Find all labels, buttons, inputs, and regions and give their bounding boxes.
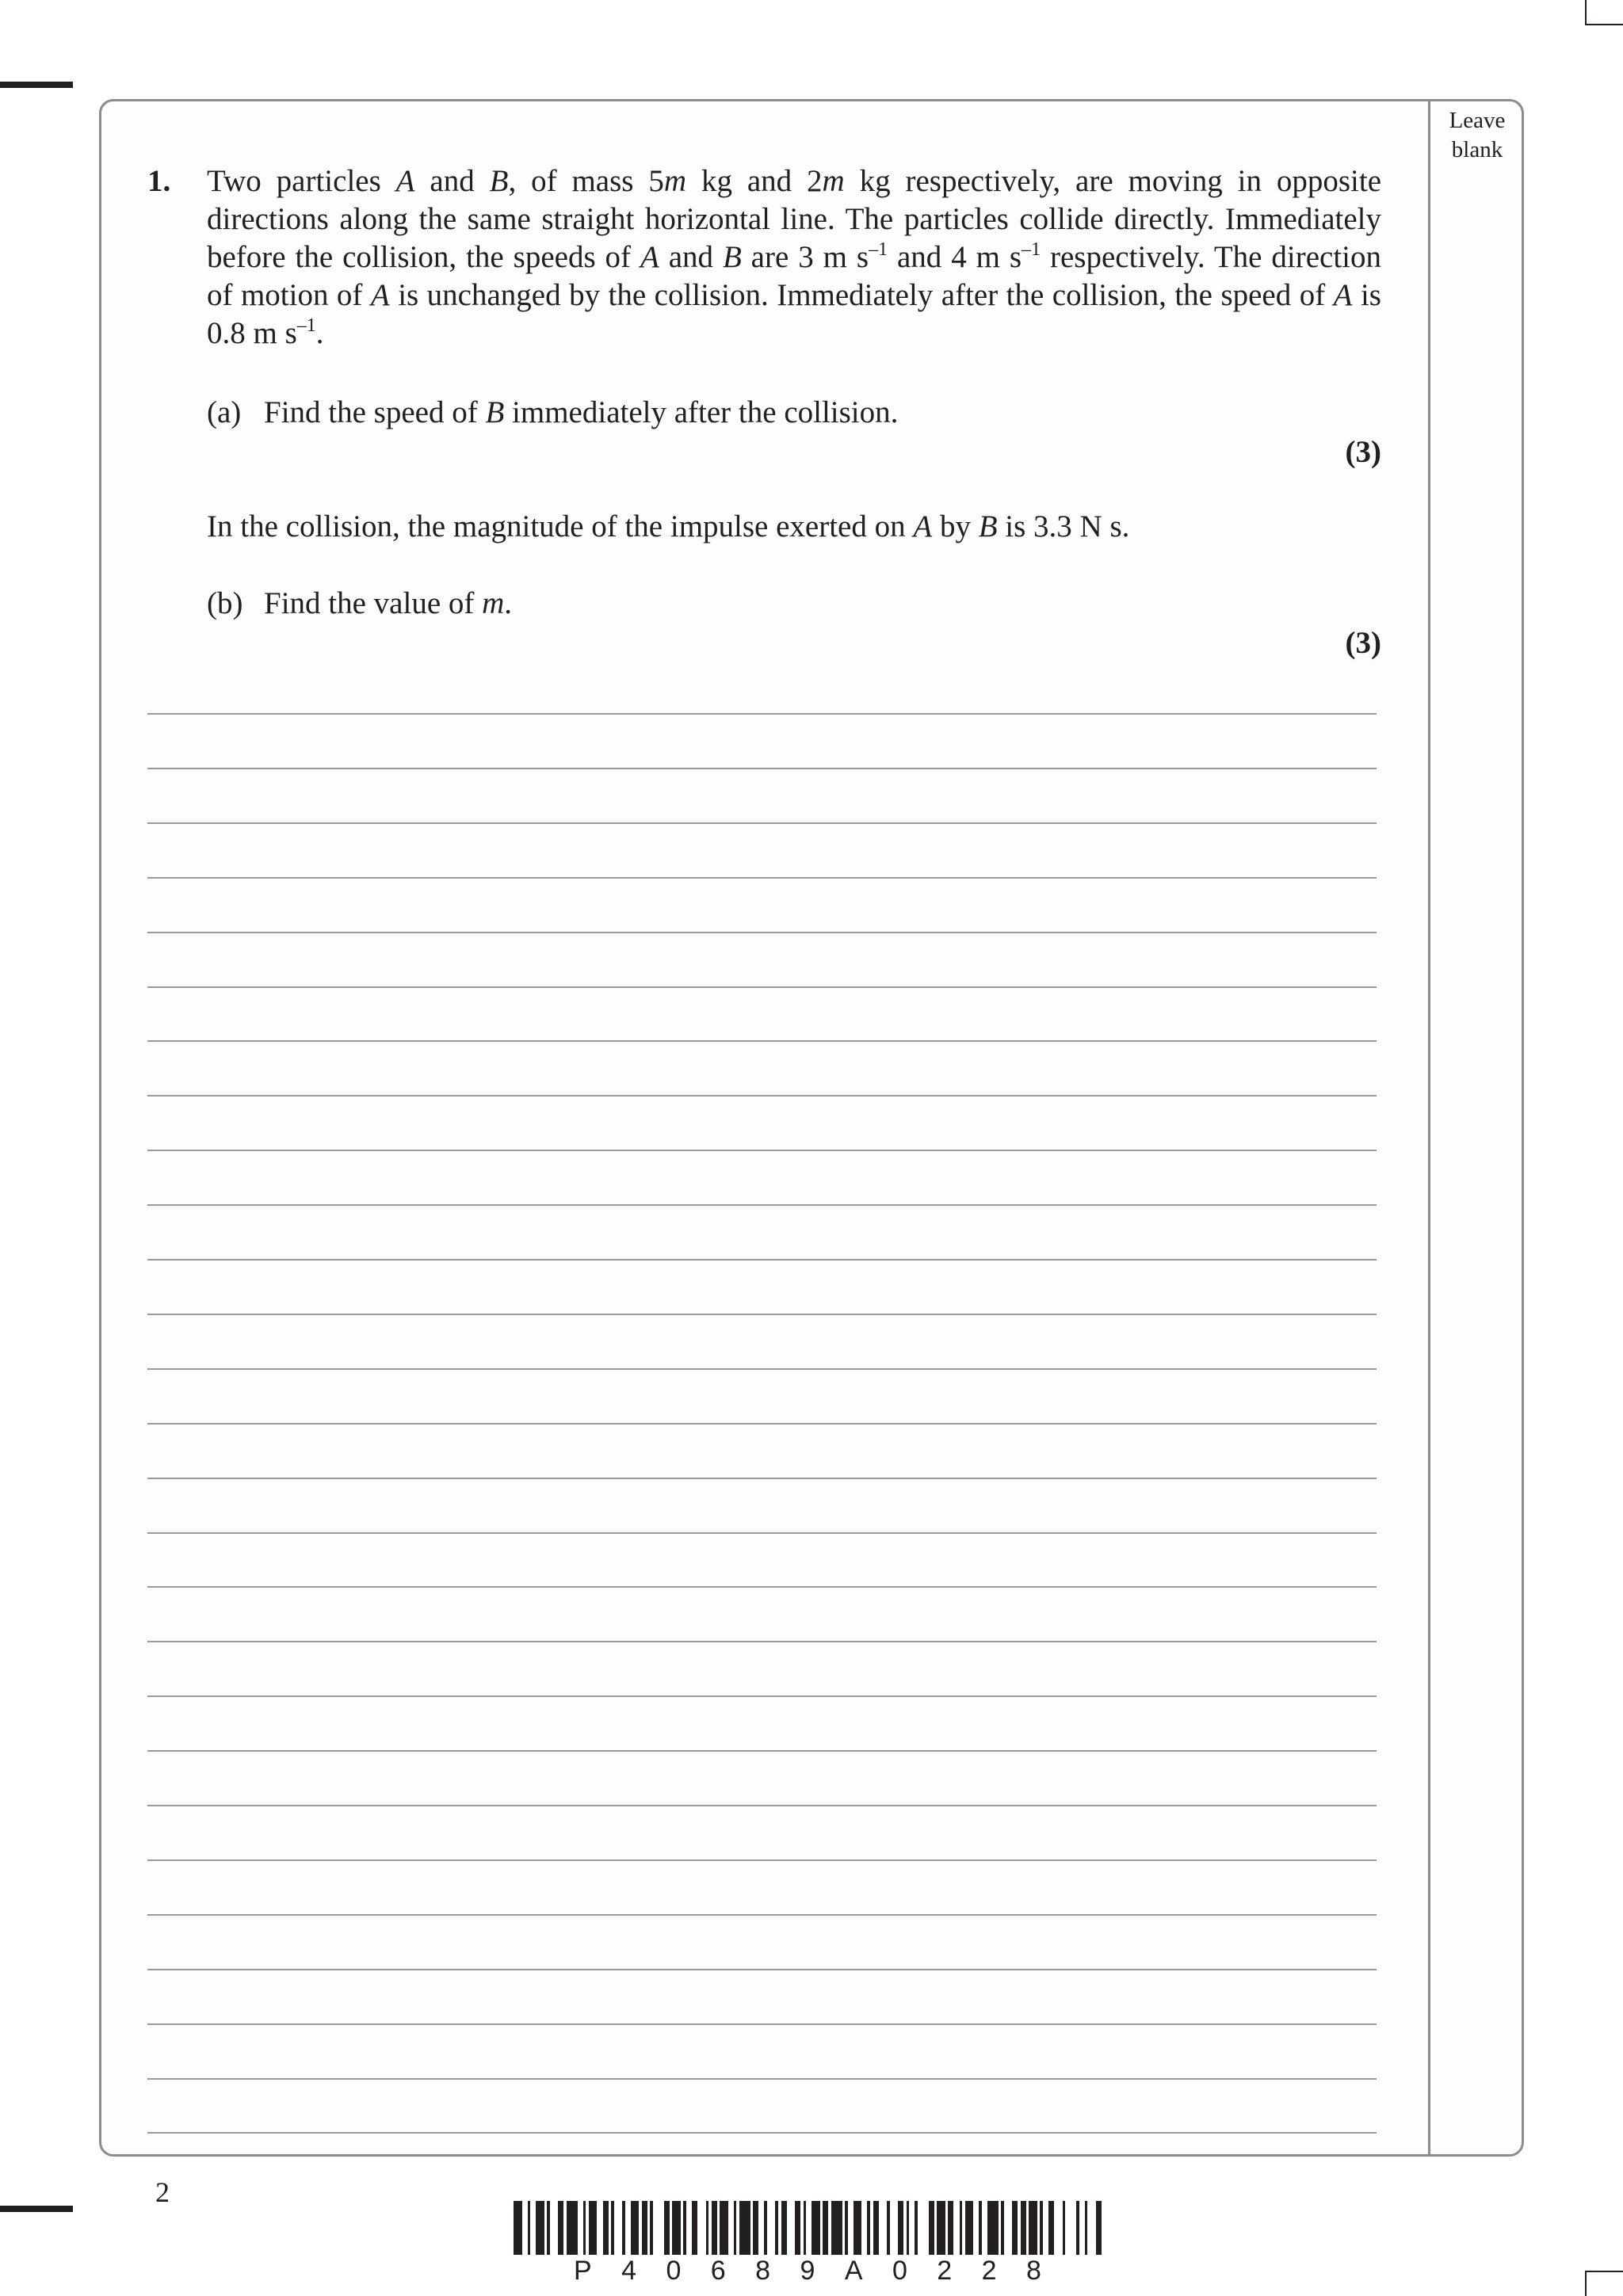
- answer-line[interactable]: [147, 932, 1377, 933]
- barcode-bar: [854, 2201, 862, 2255]
- barcode-gap: [806, 2201, 812, 2255]
- barcode-gap: [973, 2201, 979, 2255]
- question-number: 1.: [147, 164, 171, 198]
- barcode-char: P: [574, 2256, 592, 2286]
- crop-mark-top-right-v: [1585, 0, 1587, 24]
- answer-line[interactable]: [147, 2132, 1377, 2134]
- barcode-gap: [918, 2201, 929, 2255]
- barcode-bar: [514, 2201, 522, 2255]
- answer-line[interactable]: [147, 713, 1377, 715]
- barcode-bar: [795, 2201, 800, 2255]
- answer-line[interactable]: [147, 1040, 1377, 1042]
- registration-mark-top-left: [0, 82, 73, 88]
- barcode-gap: [953, 2201, 959, 2255]
- barcode-char: A: [844, 2256, 863, 2286]
- answer-line[interactable]: [147, 1259, 1377, 1261]
- barcode-char: 2: [981, 2256, 997, 2286]
- barcode-char: 0: [892, 2256, 907, 2286]
- barcode-gap: [653, 2201, 664, 2255]
- barcode-gap: [625, 2201, 631, 2255]
- barcode-gap: [597, 2201, 602, 2255]
- answer-line[interactable]: [147, 1641, 1377, 1642]
- barcode-gap: [879, 2201, 888, 2255]
- barcode-text: [514, 2255, 1105, 2286]
- barcode-bar: [753, 2201, 758, 2255]
- crop-mark-bottom-right-h: [1585, 2271, 1623, 2272]
- barcode-bar: [898, 2201, 903, 2255]
- barcode-gap: [982, 2201, 987, 2255]
- barcode-char: 9: [800, 2256, 815, 2286]
- question-stem: In the collision, the magnitude of the impulse exerted on A by B is 3.3 N s.: [207, 509, 1130, 543]
- answer-line[interactable]: [147, 1805, 1377, 1806]
- answer-line[interactable]: [147, 1095, 1377, 1097]
- barcode-char: 0: [666, 2256, 682, 2286]
- barcode-bar: [1029, 2201, 1037, 2255]
- barcode-gap: [1087, 2201, 1096, 2255]
- barcode-gap: [848, 2201, 854, 2255]
- barcode-gap: [522, 2201, 528, 2255]
- barcode-char: 6: [710, 2256, 726, 2286]
- answer-line[interactable]: [147, 1969, 1377, 1970]
- answer-line[interactable]: [147, 1914, 1377, 1916]
- barcode-gap: [1054, 2201, 1063, 2255]
- barcode-bar: [1012, 2201, 1018, 2255]
- barcode-bar: [558, 2201, 563, 2255]
- barcode-bar: [692, 2201, 697, 2255]
- barcode-bar: [720, 2201, 728, 2255]
- barcode-gap: [686, 2201, 692, 2255]
- page-number: 2: [155, 2176, 170, 2208]
- answer-line[interactable]: [147, 1204, 1377, 1206]
- part-b-marks: (3): [1345, 626, 1381, 660]
- answer-line[interactable]: [147, 1423, 1377, 1425]
- barcode-gap: [728, 2201, 734, 2255]
- barcode-bar: [987, 2201, 999, 2255]
- barcode-bar: [739, 2201, 750, 2255]
- crop-mark-bottom-right-v: [1585, 2272, 1587, 2296]
- answer-line[interactable]: [147, 877, 1377, 879]
- barcode-bar: [664, 2201, 670, 2255]
- barcode-bar: [937, 2201, 945, 2255]
- answer-line[interactable]: [147, 1532, 1377, 1534]
- barcode-char: 4: [621, 2256, 637, 2286]
- answer-line[interactable]: [147, 2023, 1377, 2025]
- barcode-bar: [965, 2201, 974, 2255]
- barcode-char: 2: [937, 2256, 953, 2286]
- barcode-bar: [567, 2201, 578, 2255]
- answer-line[interactable]: [147, 1150, 1377, 1151]
- barcode-char: 8: [1025, 2256, 1041, 2286]
- barcode-bar: [929, 2201, 934, 2255]
- barcode: [514, 2201, 1105, 2255]
- part-b-label: (b): [207, 586, 243, 620]
- barcode-gap: [890, 2201, 899, 2255]
- answer-line[interactable]: [147, 822, 1377, 824]
- barcode-gap: [787, 2201, 796, 2255]
- barcode-bar: [672, 2201, 681, 2255]
- answer-line[interactable]: [147, 1695, 1377, 1697]
- answer-line[interactable]: [147, 986, 1377, 988]
- answer-line[interactable]: [147, 1368, 1377, 1370]
- barcode-bar: [603, 2201, 609, 2255]
- answer-line[interactable]: [147, 1314, 1377, 1315]
- answer-line[interactable]: [147, 1750, 1377, 1752]
- answer-line[interactable]: [147, 768, 1377, 769]
- barcode-gap: [1043, 2201, 1048, 2255]
- barcode-bar: [589, 2201, 598, 2255]
- barcode-gap: [767, 2201, 776, 2255]
- barcode-bar: [1048, 2201, 1054, 2255]
- barcode-gap: [909, 2201, 915, 2255]
- barcode-gap: [578, 2201, 583, 2255]
- barcode-gap: [1079, 2201, 1085, 2255]
- part-a: (a) Find the speed of B immediately after the collision.: [207, 394, 898, 432]
- barcode-bar: [831, 2201, 842, 2255]
- barcode-bar: [781, 2201, 787, 2255]
- crop-mark-top-right-h: [1585, 24, 1623, 25]
- barcode-gap: [1065, 2201, 1076, 2255]
- barcode-bar: [1096, 2201, 1102, 2255]
- barcode-bar: [1021, 2201, 1026, 2255]
- answer-line[interactable]: [147, 2078, 1377, 2080]
- barcode-char: 8: [755, 2256, 771, 2286]
- barcode-gap: [758, 2201, 764, 2255]
- barcode-gap: [550, 2201, 559, 2255]
- barcode-gap: [530, 2201, 536, 2255]
- answer-line[interactable]: [147, 1478, 1377, 1479]
- question-text: Two particles A and B, of mass 5m kg and 2m kg respectively, are moving in opposite directions along the same straight horizontal line. The particles collide directly. Immediately before the collision, the speeds of A and B are 3 m $s^{-1}$ and 4 m $s^{-1}$ respectively. The direction of motion of A is unchanged by the collision. Immediately after the collision, the speed of A is 0.8 m $s^{-1}$.: [207, 164, 1382, 350]
- barcode-gap: [614, 2201, 623, 2255]
- barcode-bar: [823, 2201, 828, 2255]
- barcode-bar: [873, 2201, 879, 2255]
- barcode-bar: [642, 2201, 647, 2255]
- barcode-bar: [948, 2201, 953, 2255]
- leave-blank-label: Leave blank: [1449, 108, 1506, 162]
- part-a-marks: (3): [1345, 435, 1381, 469]
- part-a-label: (a): [207, 395, 242, 429]
- registration-mark-bottom-left: [0, 2206, 73, 2212]
- barcode-bar: [712, 2201, 717, 2255]
- part-b: (b) Find the value of m.: [207, 585, 512, 623]
- leave-blank-column-divider: [1428, 99, 1430, 2157]
- barcode-bar: [536, 2201, 544, 2255]
- barcode-gap: [861, 2201, 867, 2255]
- barcode-gap: [1102, 2201, 1105, 2255]
- barcode-bar: [812, 2201, 820, 2255]
- answer-line[interactable]: [147, 1859, 1377, 1861]
- barcode-gap: [697, 2201, 706, 2255]
- barcode-bar: [631, 2201, 640, 2255]
- barcode-gap: [1004, 2201, 1013, 2255]
- answer-line[interactable]: [147, 1586, 1377, 1588]
